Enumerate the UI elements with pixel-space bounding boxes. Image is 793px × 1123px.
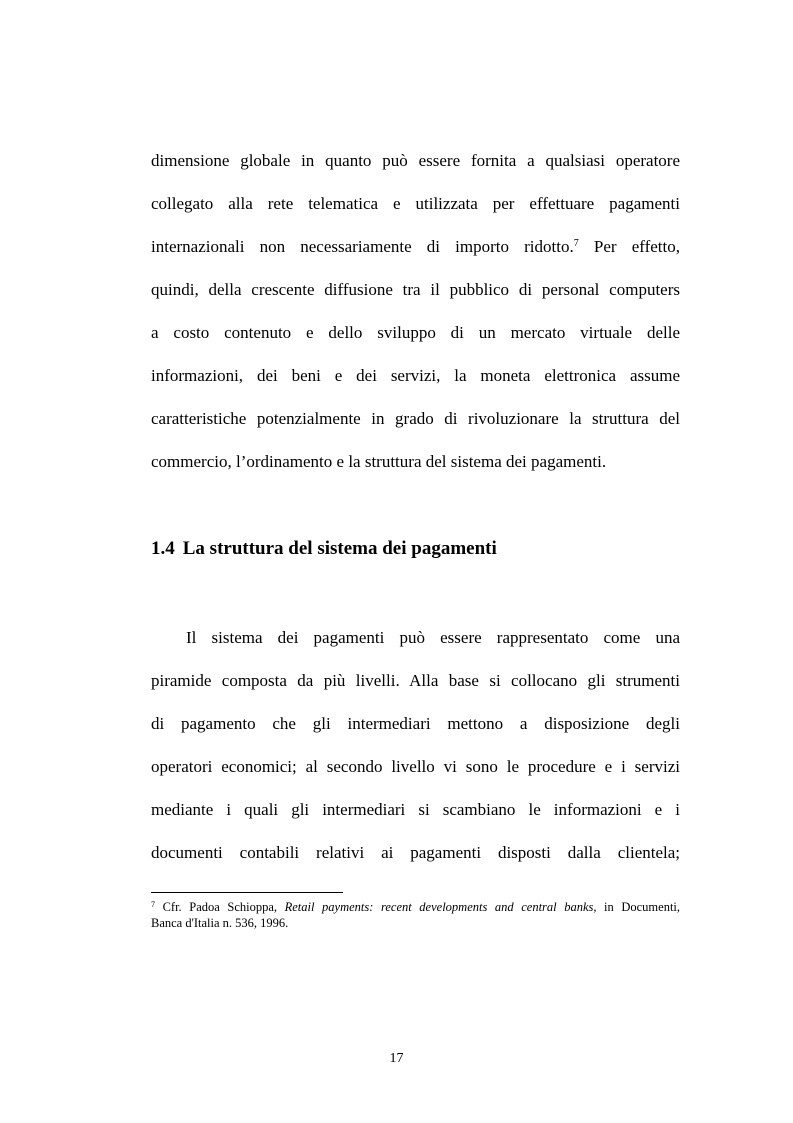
body-line: quindi, della crescente diffusione tra il pubblico di personal computers <box>151 280 680 299</box>
body-line: collegato alla rete telematica e utilizzata per effettuare pagamenti <box>151 194 680 213</box>
section-title: La struttura del sistema dei pagamenti <box>182 538 497 559</box>
body-text: internazionali non necessariamente di importo ridotto. <box>151 237 574 256</box>
body-line: mediante i quali gli intermediari si scambiano le informazioni e i <box>151 800 680 819</box>
footnote-prefix: Cfr. Padoa Schioppa, <box>162 900 278 914</box>
footnote-reference[interactable]: 7 <box>573 238 579 249</box>
footnote-number: 7 <box>151 900 155 909</box>
footnote-line: Banca d'Italia n. 536, 1996. <box>151 916 289 930</box>
body-line: caratteristiche potenzialmente in grado di rivoluzionare la struttura del <box>151 409 680 428</box>
body-line-indented: Il sistema dei pagamenti può essere rappresentato come una <box>186 628 680 647</box>
footnote-cited-title: Retail payments: recent developments and central banks <box>284 900 594 914</box>
body-line: piramide composta da più livelli. Alla base si collocano gli strumenti <box>151 671 680 690</box>
body-line: di pagamento che gli intermediari mettono a disposizione degli <box>151 714 680 733</box>
body-text: Per effetto, <box>593 237 681 256</box>
body-line: operatori economici; al secondo livello vi sono le procedure e i servizi <box>151 757 680 776</box>
footnote-separator <box>151 892 343 893</box>
body-line: dimensione globale in quanto può essere fornita a qualsiasi operatore <box>151 151 680 170</box>
section-heading <box>151 538 497 560</box>
body-line: commercio, l’ordinamento e la struttura del sistema dei pagamenti. <box>151 452 607 471</box>
footnote-line <box>151 899 680 915</box>
footnote-suffix: , in Documenti, <box>593 900 681 914</box>
section-number: 1.4 <box>151 538 175 559</box>
body-line-with-footnote <box>151 236 680 258</box>
page-number: 17 <box>389 1051 404 1066</box>
body-line: documenti contabili relativi ai pagamenti disposti dalla clientela; <box>151 843 680 862</box>
body-line: informazioni, dei beni e dei servizi, la moneta elettronica assume <box>151 366 680 385</box>
body-line: a costo contenuto e dello sviluppo di un mercato virtuale delle <box>151 323 680 342</box>
